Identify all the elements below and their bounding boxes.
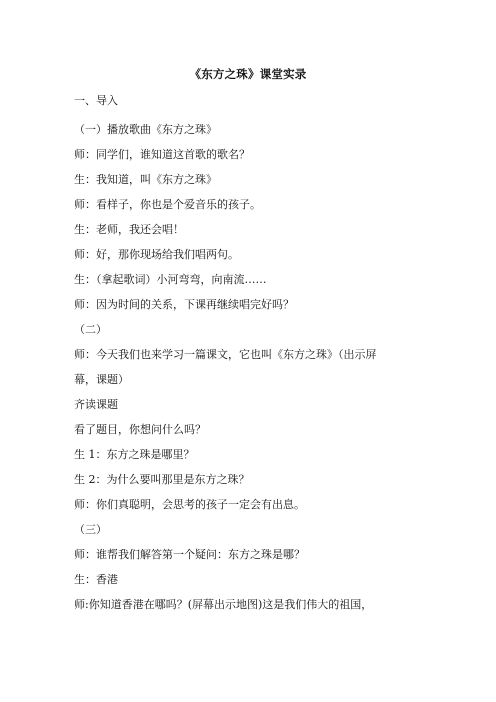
dialogue-line: 生：我知道，叫《东方之珠》 <box>74 173 217 186</box>
subsection-heading-2: （二） <box>74 323 107 336</box>
dialogue-line: 生：老师，我还会唱！ <box>74 223 184 236</box>
dialogue-line: 生 2：为什么要叫那里是东方之珠？ <box>74 473 250 486</box>
dialogue-line: 生：（拿起歌词）小河弯弯，向南流…… <box>74 273 267 286</box>
dialogue-line: 师：看样子，你也是个爱音乐的孩子。 <box>74 198 261 211</box>
section-heading-intro: 一、导入 <box>74 94 118 107</box>
dialogue-line-continuation: 幕，课题） <box>74 373 129 386</box>
dialogue-line: 师：因为时间的关系，下课再继续唱完好吗？ <box>74 298 294 311</box>
dialogue-line: 师：好，那你现场给我们唱两句。 <box>74 248 239 261</box>
paragraph-line: 看了题目，你想问什么吗？ <box>74 423 206 436</box>
dialogue-line: 师:你知道香港在哪吗？(屏幕出示地图)这是我们伟大的祖国， <box>74 598 373 611</box>
dialogue-line: 生 1：东方之珠是哪里？ <box>74 448 195 461</box>
dialogue-line: 师：你们真聪明，会思考的孩子一定会有出息。 <box>74 498 305 511</box>
dialogue-line: 师：今天我们也来学习一篇课文，它也叫《东方之珠》（出示屏 <box>74 348 377 361</box>
dialogue-line: 生：香港 <box>74 573 118 586</box>
dialogue-line: 师：同学们，谁知道这首歌的歌名？ <box>74 148 250 161</box>
dialogue-line: 师：谁帮我们解答第一个疑问：东方之珠是哪？ <box>74 548 305 561</box>
subsection-heading-1: （一）播放歌曲《东方之珠》 <box>74 123 217 136</box>
subsection-heading-3: （三） <box>74 523 107 536</box>
paragraph-line: 齐读课题 <box>74 398 118 411</box>
document-title: 《东方之珠》课堂实录 <box>189 67 307 81</box>
